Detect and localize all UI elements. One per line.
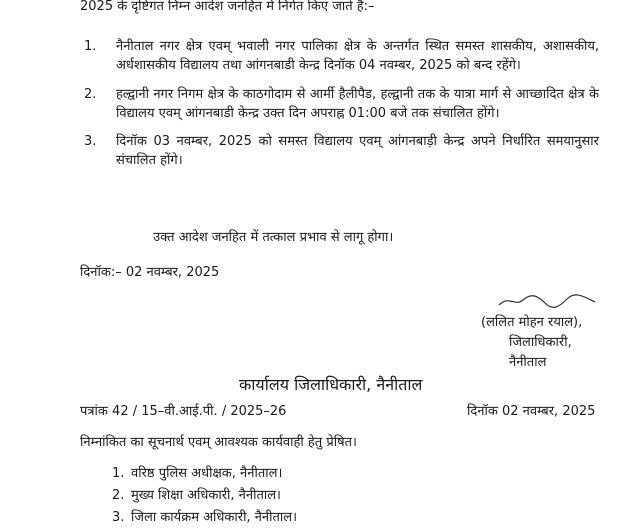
list-text: वरिष्ठ पुलिस अधीक्षक, नैनीताल। xyxy=(131,466,283,481)
order-date: दिनॉक:– 02 नवम्बर, 2025 xyxy=(80,265,220,280)
list-item xyxy=(112,487,297,509)
office-heading: कार्यालय जिलाधिकारी, नैनीताल xyxy=(239,375,423,394)
order-text: दिनॉक 03 नवम्बर, 2025 को समस्त विद्यालय एवम् आंगनबाड़ी केन्द्र अपने निर्धारित समयानुसार संचालित होंगे। xyxy=(116,134,599,169)
reference-number: पत्रांक 42 / 15–वी.आई.पी. / 2025–26 xyxy=(80,404,287,419)
order-text: हल्द्वानी नगर निगम क्षेत्र के काठगोदाम से आर्मी हैलीपैड, हल्द्वानी तक के यात्रा मार्ग से आच्छादित क्षेत्र के विद्यालय एवम् आंगनबाडी केन्द्र उक्त दिन अपराह्न 01:00 बजे तक संचालित होंगे। xyxy=(116,86,599,121)
list-number: 3. xyxy=(112,510,125,525)
order-list xyxy=(84,38,599,181)
copy-to-intro: निम्नांकित का सूचनार्थ एवम् आवश्यक कार्यवाही हेतु प्रेषित। xyxy=(80,435,357,450)
signatory-title: जिलाधिकारी, xyxy=(509,335,572,350)
list-item xyxy=(112,465,297,487)
list-text: मुख्य शिक्षा अधिकारी, नैनीताल। xyxy=(131,488,281,503)
order-text: नैनीताल नगर क्षेत्र एवम् भवाली नगर पालिका क्षेत्र के अन्तर्गत स्थित समस्त शासकीय, अशासकीय, अर्धशासकीय विद्यालय तथा आंगनबाडी केन्द्र दिनॉक 04 नवम्बर, 2025 को बन्द रहेंगे। xyxy=(116,39,599,73)
list-item xyxy=(112,509,297,531)
reference-date: दिनॉक 02 नवम्बर, 2025 xyxy=(467,404,596,419)
closing-line: उक्त आदेश जनहित में तत्काल प्रभाव से लागू होगा। xyxy=(153,230,394,245)
list-number: 2. xyxy=(112,488,125,503)
signatory-place: नैनीताल xyxy=(509,355,547,370)
copy-to-list xyxy=(112,465,297,531)
signatory-name: (ललित मोहन रयाल), xyxy=(481,315,583,330)
order-item xyxy=(84,38,599,76)
order-number: 3. xyxy=(84,134,97,150)
order-number: 2. xyxy=(84,86,97,102)
signature-icon xyxy=(497,293,597,309)
list-text: जिला कार्यक्रम अधिकारी, नैनीताल। xyxy=(131,510,298,525)
list-number: 1. xyxy=(112,466,125,481)
intro-line: 2025 के दृष्टिगत निम्न आदेश जनहित में निर्गत किए जाते है:– xyxy=(80,0,375,14)
order-item xyxy=(84,133,599,171)
order-item xyxy=(84,86,599,124)
order-number: 1. xyxy=(84,39,97,54)
